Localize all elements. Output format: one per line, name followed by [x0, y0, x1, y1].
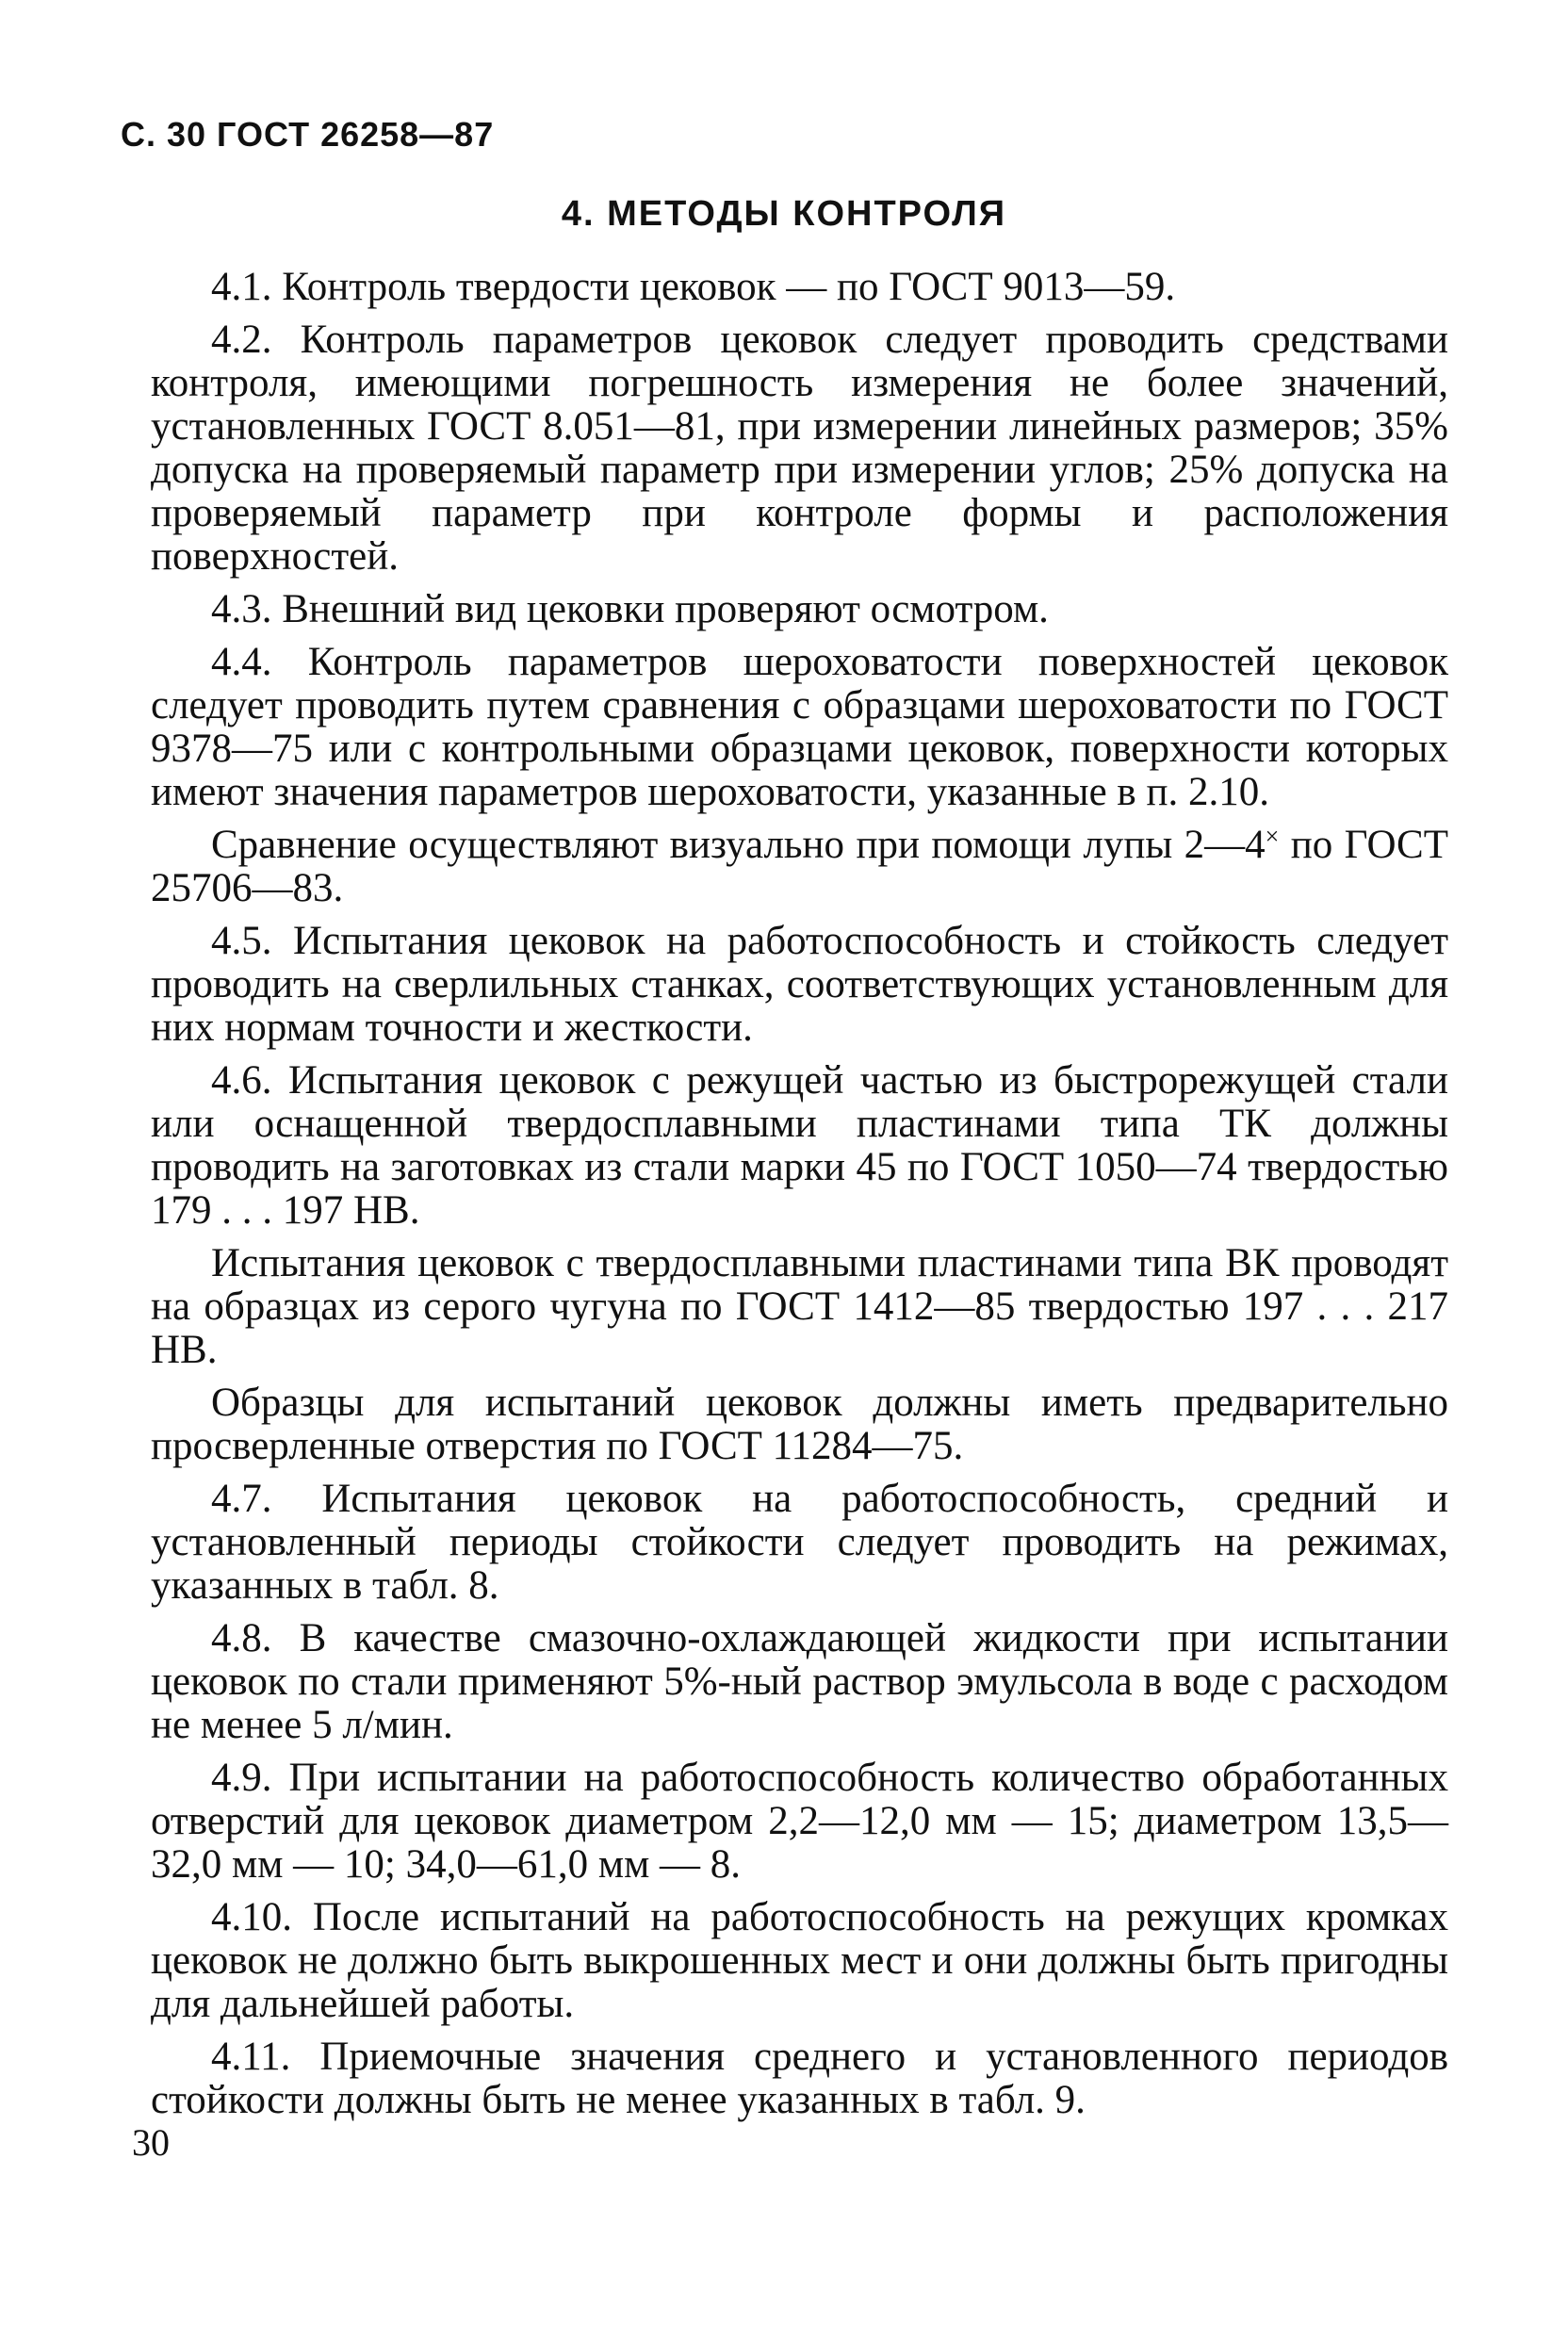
paragraph-4-10: 4.10. После испытаний на работоспособность на режущих кромках цековок не должно быть выкрошенных мест и они должны быть пригодны для дальнейшей работы.: [151, 1895, 1448, 2026]
paragraph-4-4: 4.4. Контроль параметров шероховатости поверхностей цековок следует проводить путем сравнения с образцами шероховатости по ГОСТ 9378—75 или с контрольными образцами цековок, поверхности которых имеют значения параметров шероховатости, указанные в п. 2.10.: [151, 640, 1448, 814]
paragraph-4-3: 4.3. Внешний вид цековки проверяют осмотром.: [211, 587, 1049, 631]
paragraph-4-8: 4.8. В качестве смазочно-охлаждающей жидкости при испытании цековок по стали применяют 5%-ный раствор эмульсола в воде с расходом не менее 5 л/мин.: [151, 1616, 1448, 1747]
magnifier-text: Сравнение осуществляют визуально при помощи лупы 2—4: [211, 823, 1266, 867]
page-number: 30: [132, 2121, 170, 2164]
magnifier-standard: по ГОСТ 25706—83.: [151, 823, 1448, 910]
paragraph-4-1: 4.1. Контроль твердости цековок — по ГОСТ 9013—59.: [211, 265, 1176, 309]
paragraph-4-9: 4.9. При испытании на работоспособность количество обработанных отверстий для цековок диаметром 2,2—12,0 мм — 15; диаметром 13,5—32,0 мм — 10; 34,0—61,0 мм — 8.: [151, 1756, 1448, 1887]
paragraph-4-11: 4.11. Приемочные значения среднего и установленного периодов стойкости должны быть не менее указанных в табл. 9.: [151, 2035, 1448, 2122]
running-header: С. 30 ГОСТ 26258—87: [121, 115, 495, 154]
section-title: 4. МЕТОДЫ КОНТРОЛЯ: [561, 194, 1007, 234]
paragraph-4-5: 4.5. Испытания цековок на работоспособность и стойкость следует проводить на сверлильных станках, соответствующих установленным для них нормам точности и жесткости.: [151, 919, 1448, 1050]
paragraph-4-7: 4.7. Испытания цековок на работоспособность, средний и установленный периоды стойкости следует проводить на режимах, указанных в табл. 8.: [151, 1477, 1448, 1608]
paragraph-4-2: 4.2. Контроль параметров цековок следует проводить средствами контроля, имеющими погрешность измерения не более значений, установленных ГОСТ 8.051—81, при измерении линейных размеров; 35% допуска на проверяемый параметр при измерении углов; 25% допуска на проверяемый параметр при контроле формы и расположения поверхностей.: [151, 318, 1448, 579]
paragraph-4-4-continuation: [151, 824, 1448, 910]
paragraph-4-6-continuation-2: Образцы для испытаний цековок должны иметь предварительно просверленные отверстия по ГОСТ 11284—75.: [151, 1381, 1448, 1468]
paragraph-4-6-continuation-1: Испытания цековок с твердосплавными пластинами типа ВК проводят на образцах из серого чугуна по ГОСТ 1412—85 твердостью 197 . . . 217 НВ.: [151, 1241, 1448, 1372]
paragraph-4-6: 4.6. Испытания цековок с режущей частью из быстрорежущей стали или оснащенной твердосплавными пластинами типа ТК должны проводить на заготовках из стали марки 45 по ГОСТ 1050—74 твердостью 179 . . . 197 НВ.: [151, 1058, 1448, 1233]
document-body: [151, 266, 1448, 2132]
magnification-sign: ×: [1265, 823, 1280, 850]
